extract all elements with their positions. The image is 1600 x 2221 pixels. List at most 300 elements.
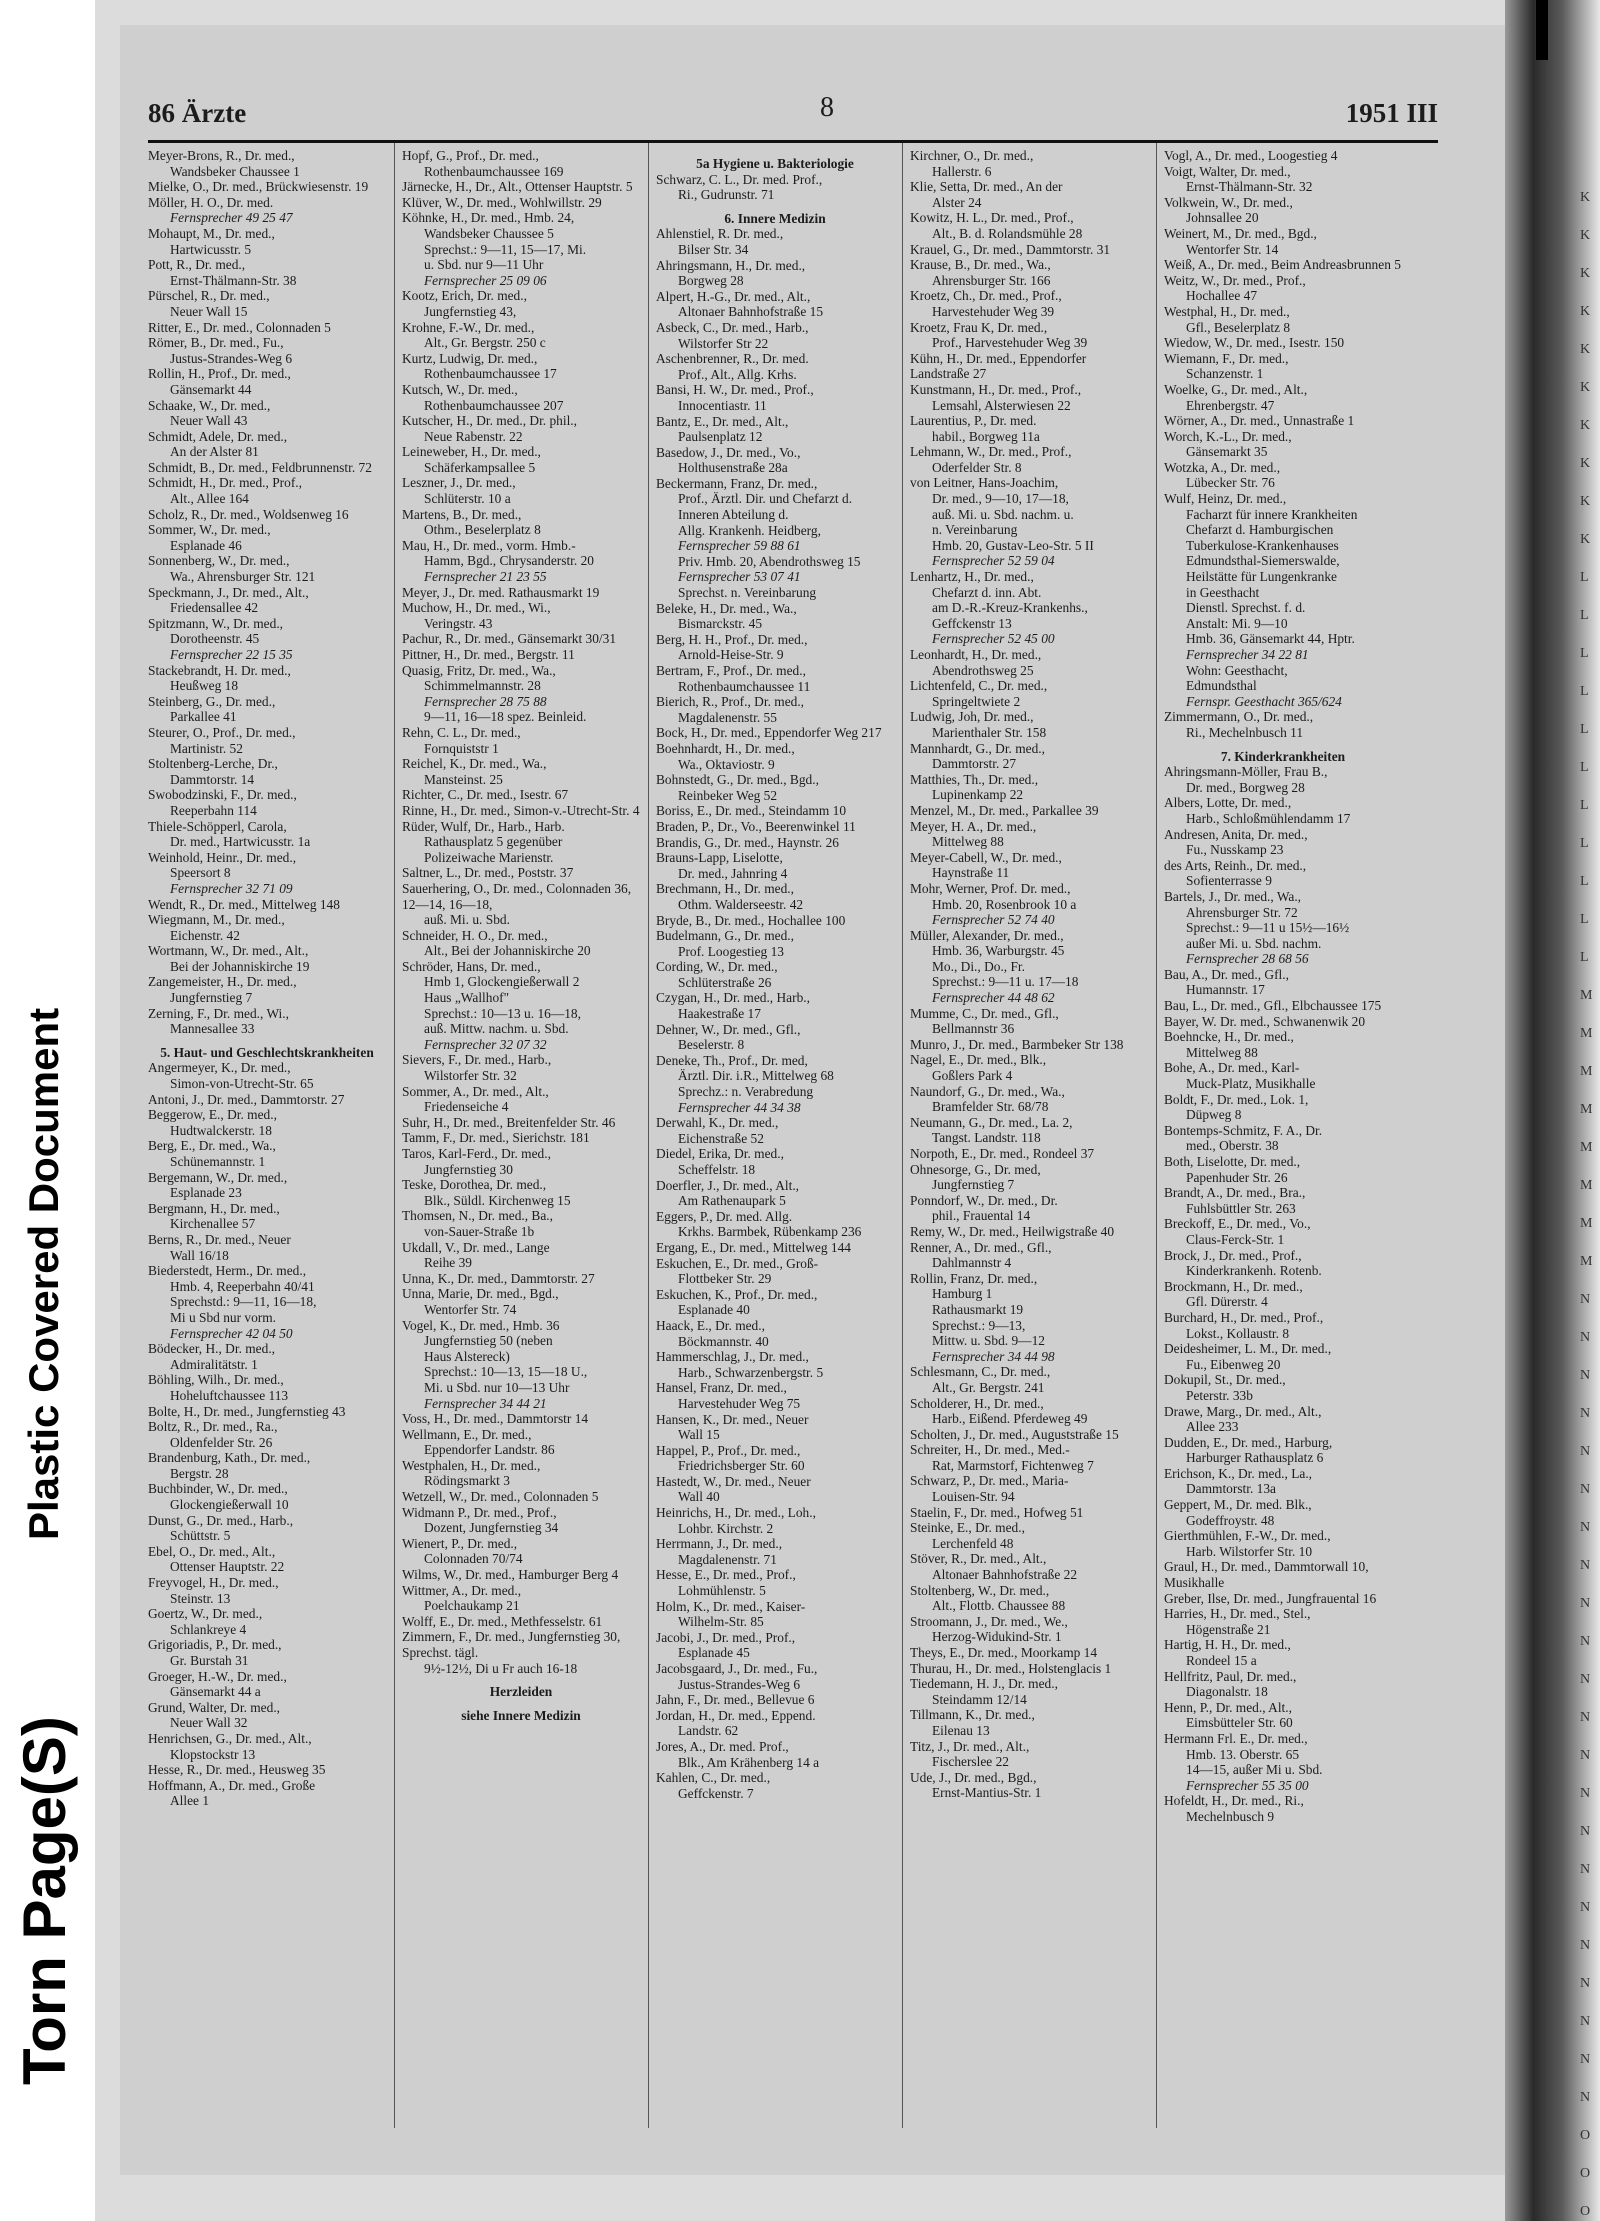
listing-line: Gfl. Dürerstr. 4 bbox=[1186, 1294, 1268, 1310]
edge-letter: L bbox=[1580, 722, 1589, 737]
listing-line: Kroetz, Frau K, Dr. med., bbox=[910, 319, 1048, 335]
listing-line: Jungfernstieg 7 bbox=[170, 990, 253, 1006]
listing-line: Dorotheenstr. 45 bbox=[170, 631, 260, 647]
listing-line: Eskuchen, E., Dr. med., Groß- bbox=[656, 1255, 819, 1271]
listing-line: Ehrenbergstr. 47 bbox=[1186, 397, 1275, 413]
listing-line: Fernsprecher 22 15 35 bbox=[170, 647, 293, 662]
listing-line: Stroomann, J., Dr. med., We., bbox=[910, 1613, 1068, 1629]
listing-line: phil., Frauental 14 bbox=[932, 1208, 1031, 1224]
listing-line: Eilenau 13 bbox=[932, 1722, 990, 1738]
listing-line: Springeltwiete 2 bbox=[932, 693, 1021, 709]
listing-line: Beleke, H., Dr. med., Wa., bbox=[656, 600, 797, 616]
listing-line: Schneider, H. O., Dr. med., bbox=[402, 927, 548, 943]
listing-line: Ärztl. Dir. i.R., Mittelweg 68 bbox=[678, 1068, 834, 1084]
listing-line: Simon-von-Utrecht-Str. 65 bbox=[170, 1076, 314, 1092]
listing-line: Magdalenenstr. 55 bbox=[678, 709, 777, 725]
listing-line: Mannesallee 33 bbox=[170, 1021, 255, 1037]
listing-line: Tamm, F., Dr. med., Sierichstr. 181 bbox=[402, 1130, 590, 1146]
listing-line: Esplanade 40 bbox=[678, 1302, 750, 1318]
listing-line: Zangemeister, H., Dr. med., bbox=[148, 974, 297, 990]
listing-line: Johnsallee 20 bbox=[1186, 210, 1259, 226]
edge-letter: L bbox=[1580, 874, 1589, 889]
listing-line: Wellmann, E., Dr. med., bbox=[402, 1426, 532, 1442]
listing-line: Fuhlsbüttler Str. 263 bbox=[1186, 1200, 1296, 1216]
edge-letter: N bbox=[1580, 1292, 1591, 1307]
listing-line: Wolff, E., Dr. med., Methfesselstr. 61 bbox=[402, 1613, 603, 1629]
listing-line: Jungfernstieg 50 (neben bbox=[424, 1333, 553, 1349]
listing-line: auß. Mi. u. Sbd. nachm. u. bbox=[932, 506, 1074, 522]
listing-line: Ritter, E., Dr. med., Colonnaden 5 bbox=[148, 319, 331, 335]
listing-line: Geffckenstr. 7 bbox=[678, 1785, 754, 1801]
listing-line: Hmb. 36, Gänsemarkt 44, Hptr. bbox=[1186, 631, 1355, 647]
listing-line: Allee 1 bbox=[170, 1793, 210, 1809]
listing-line: Steinberg, G., Dr. med., bbox=[148, 693, 276, 709]
page-header bbox=[148, 92, 1438, 138]
listing-line: Mielke, O., Dr. med., Brückwiesenstr. 19 bbox=[148, 179, 369, 195]
edge-letter: L bbox=[1580, 760, 1589, 775]
listing-line: Norpoth, E., Dr. med., Rondeel 37 bbox=[910, 1146, 1095, 1161]
listing-line: Kahlen, C., Dr. med., bbox=[656, 1770, 771, 1786]
listing-line: Fernsprecher 55 35 00 bbox=[1186, 1777, 1309, 1793]
listing-line: Bergemann, W., Dr. med., bbox=[148, 1169, 288, 1185]
edge-letter: N bbox=[1580, 1444, 1591, 1459]
listing-line: Ergang, E., Dr. med., Mittelweg 144 bbox=[656, 1239, 852, 1255]
listing-line: Pürschel, R., Dr. med., bbox=[148, 288, 270, 304]
listing-line: Swobodzinski, F., Dr. med., bbox=[148, 787, 297, 803]
listing-line: Martens, B., Dr. med., bbox=[402, 506, 522, 522]
listing-line: Bierich, R., Prof., Dr. med., bbox=[656, 694, 805, 710]
listing-line: Sommer, A., Dr. med., Alt., bbox=[402, 1083, 549, 1099]
listing-line: Justus-Strandes-Weg 6 bbox=[170, 350, 293, 366]
listing-line: Naundorf, G., Dr. med., Wa., bbox=[910, 1083, 1065, 1099]
listing-line: Eichenstr. 42 bbox=[170, 927, 240, 943]
listing-line: Titz, J., Dr. med., Alt., bbox=[910, 1738, 1030, 1754]
listing-line: Allee 233 bbox=[1186, 1419, 1239, 1435]
listing-line: Rathausplatz 5 gegenüber bbox=[424, 834, 563, 850]
listing-line: Marienthaler Str. 158 bbox=[932, 724, 1047, 740]
listing-line: Groeger, H.-W., Dr. med., bbox=[148, 1668, 287, 1684]
listing-line: Menzel, M., Dr. med., Parkallee 39 bbox=[910, 802, 1099, 818]
listing-line: Alt., Allee 164 bbox=[170, 491, 249, 507]
listing-line: Harb. Wilstorfer Str. 10 bbox=[1186, 1543, 1313, 1559]
listing-line: Steindamm 12/14 bbox=[932, 1691, 1027, 1707]
listing-line: Dozent, Jungfernstieg 34 bbox=[424, 1520, 559, 1536]
listing-line: Fernsprecher 32 07 32 bbox=[424, 1036, 547, 1052]
section-heading: Herzleiden bbox=[489, 1684, 553, 1700]
listing-line: Geffckenstr 13 bbox=[932, 615, 1012, 631]
listing-line: Albers, Lotte, Dr. med., bbox=[1164, 795, 1292, 811]
listing-line: Scholten, J., Dr. med., Auguststraße 15 bbox=[910, 1426, 1119, 1442]
listing-line: Ernst-Mantius-Str. 1 bbox=[932, 1785, 1042, 1801]
listing-line: Järnecke, H., Dr., Alt., Ottenser Hauptstr. 5 bbox=[402, 179, 633, 195]
edge-letter: N bbox=[1580, 2090, 1591, 2105]
listing-line: Holm, K., Dr. med., Kaiser- bbox=[656, 1598, 806, 1614]
listing-line: Voigt, Walter, Dr. med., bbox=[1164, 163, 1291, 179]
listing-line: Brechmann, H., Dr. med., bbox=[656, 881, 794, 897]
listing-line: Fornquiststr 1 bbox=[424, 740, 499, 756]
listing-line: Eskuchen, K., Prof., Dr. med., bbox=[656, 1286, 818, 1302]
listing-line: Bertram, F., Prof., Dr. med., bbox=[656, 663, 806, 678]
listing-line: Hansel, Franz, Dr. med., bbox=[656, 1380, 787, 1396]
listing-line: Asbeck, C., Dr. med., Harb., bbox=[656, 319, 809, 335]
listing-line: Anstalt: Mi. 9—10 bbox=[1186, 615, 1288, 631]
listing-line: Brockmann, H., Dr. med., bbox=[1164, 1278, 1303, 1294]
listing-line: Bilser Str. 34 bbox=[678, 241, 749, 257]
listing-line: Schanzenstr. 1 bbox=[1186, 366, 1264, 382]
listing-line: Klopstockstr 13 bbox=[170, 1746, 256, 1762]
listing-line: Buchbinder, W., Dr. med., bbox=[148, 1481, 288, 1497]
listing-line: Admiralitätstr. 1 bbox=[170, 1356, 258, 1372]
listing-line: Justus-Strandes-Weg 6 bbox=[678, 1676, 801, 1692]
listing-line: Rondeel 15 a bbox=[1186, 1653, 1257, 1668]
listing-line: Fernsprecher 42 04 50 bbox=[170, 1325, 293, 1341]
torn-pages-note: Torn Page(S) bbox=[11, 1716, 78, 2085]
listing-line: Berns, R., Dr. med., Neuer bbox=[148, 1231, 291, 1247]
listing-line: Lemsahl, Alsterwiesen 22 bbox=[932, 397, 1071, 413]
listing-line: Tillmann, K., Dr. med., bbox=[910, 1707, 1035, 1723]
listing-line: Hoffmann, A., Dr. med., Große bbox=[148, 1777, 316, 1793]
listing-line: Doerfler, J., Dr. med., Alt., bbox=[656, 1177, 800, 1193]
listing-line: Stöver, R., Dr. med., Alt., bbox=[910, 1551, 1047, 1567]
edge-letter: N bbox=[1580, 1672, 1591, 1687]
listing-line: Mittelweg 88 bbox=[932, 834, 1004, 850]
listing-line: Dokupil, St., Dr. med., bbox=[1164, 1372, 1286, 1388]
listing-line: Nagel, E., Dr. med., Blk., bbox=[910, 1052, 1047, 1068]
listing-line: Czygan, H., Dr. med., Harb., bbox=[656, 990, 810, 1006]
edge-letter: N bbox=[1580, 1330, 1591, 1345]
listing-line: Heilstätte für Lungenkranke bbox=[1186, 569, 1337, 585]
listing-line: Schlankreye 4 bbox=[170, 1621, 247, 1637]
listing-line: Schmidt, H., Dr. med., Prof., bbox=[148, 475, 302, 491]
edge-letter: N bbox=[1580, 1406, 1591, 1421]
listing-line: Woelke, G., Dr. med., Alt., bbox=[1164, 381, 1308, 397]
listing-line: Wandsbeker Chaussee 1 bbox=[170, 163, 300, 179]
listing-line: Alt., B. d. Rolandsmühle 28 bbox=[932, 225, 1083, 241]
listing-line: Dr. med., 9—10, 17—18, bbox=[932, 491, 1069, 507]
listing-line: Schreiter, H., Dr. med., Med.- bbox=[910, 1442, 1070, 1458]
listing-line: Mittw. u. Sbd. 9—12 bbox=[932, 1333, 1045, 1349]
listing-line: Wiemann, F., Dr. med., bbox=[1164, 350, 1289, 366]
listing-line: Harries, H., Dr. med., Stel., bbox=[1164, 1606, 1311, 1622]
listing-line: Jores, A., Dr. med. Prof., bbox=[656, 1738, 789, 1754]
listing-line: Gänsemarkt 44 a bbox=[170, 1684, 261, 1700]
listing-line: Laurentius, P., Dr. med. bbox=[910, 413, 1037, 429]
edge-letter: K bbox=[1580, 266, 1591, 281]
listing-line: Alt., Flottb. Chaussee 88 bbox=[932, 1598, 1066, 1614]
listing-line: Oldenfelder Str. 26 bbox=[170, 1434, 273, 1450]
listing-line: Wilms, W., Dr. med., Hamburger Berg 4 bbox=[402, 1567, 619, 1583]
listing-line: Sprechst.: 10—13, 15—18 U., bbox=[424, 1364, 588, 1380]
listing-line: Hammerschlag, J., Dr. med., bbox=[656, 1349, 809, 1365]
listing-line: u. Sbd. nur 9—11 Uhr bbox=[424, 257, 544, 273]
listing-line: Othm., Beselerplatz 8 bbox=[424, 522, 541, 538]
listing-line: Cording, W., Dr. med., bbox=[656, 959, 778, 975]
listing-line: Fernsprecher 28 75 88 bbox=[424, 693, 547, 709]
listing-line: Jacobsgaard, J., Dr. med., Fu., bbox=[656, 1661, 818, 1676]
listing-line: Dudden, E., Dr. med., Harburg, bbox=[1164, 1434, 1333, 1450]
listing-line: Spitzmann, W., Dr. med., bbox=[148, 615, 284, 631]
listing-line: Reichel, K., Dr. med., Wa., bbox=[402, 756, 547, 772]
listing-line: Hermann Frl. E., Dr. med., bbox=[1164, 1730, 1308, 1746]
listing-line: Prof., Alt., Allg. Krhs. bbox=[678, 366, 797, 382]
listing-line: Am Rathenaupark 5 bbox=[678, 1193, 786, 1209]
listing-line: Braden, P., Dr., Vo., Beerenwinkel 11 bbox=[656, 818, 856, 834]
listing-line: Altonaer Bahnhofstraße 22 bbox=[932, 1567, 1078, 1583]
listing-line: Louisen-Str. 94 bbox=[932, 1489, 1015, 1505]
listing-line: Wall 40 bbox=[678, 1489, 720, 1505]
listing-line: 9½-12½, Di u Fr auch 16-18 bbox=[424, 1660, 578, 1676]
listing-line: Ri., Mechelnbusch 11 bbox=[1186, 724, 1304, 740]
listing-line: des Arts, Reinh., Dr. med., bbox=[1164, 857, 1307, 873]
listing-line: Poelchaukamp 21 bbox=[424, 1598, 520, 1614]
listing-line: Wortmann, W., Dr. med., Alt., bbox=[148, 943, 309, 959]
listing-line: Fernsprecher 53 07 41 bbox=[678, 569, 801, 585]
listing-line: Fernspr. Geesthacht 365/624 bbox=[1186, 693, 1342, 709]
column-divider bbox=[648, 143, 649, 2128]
listing-line: Brandenburg, Kath., Dr. med., bbox=[148, 1450, 311, 1466]
listing-line: Mechelnbusch 9 bbox=[1186, 1808, 1275, 1824]
listing-line: Facharzt für innere Krankheiten bbox=[1186, 506, 1358, 522]
listing-line: Angermeyer, K., Dr. med., bbox=[148, 1060, 291, 1076]
listing-line: auß. Mittw. nachm. u. Sbd. bbox=[424, 1021, 569, 1037]
listing-line: Hesse, E., Dr. med., Prof., bbox=[656, 1567, 796, 1583]
listing-line: Grund, Walter, Dr. med., bbox=[148, 1699, 281, 1715]
listing-line: Friedrichsberger Str. 60 bbox=[678, 1458, 805, 1474]
section-heading: 5. Haut- und Geschlechtskrankheiten bbox=[160, 1044, 374, 1060]
listing-line: Wilstorfer Str 22 bbox=[678, 335, 769, 351]
listing-line: Hmb. 13. Oberstr. 65 bbox=[1186, 1746, 1300, 1762]
listing-line: Fernsprecher 34 22 81 bbox=[1186, 647, 1309, 662]
listing-line: Harb., Schloßmühlendamm 17 bbox=[1186, 810, 1351, 826]
listing-line: Neuer Wall 15 bbox=[170, 303, 248, 319]
listing-line: Rathausmarkt 19 bbox=[932, 1301, 1024, 1317]
listing-line: Beckermann, Franz, Dr. med., bbox=[656, 475, 818, 491]
edge-letter: N bbox=[1580, 1596, 1591, 1611]
listing-line: Bohnstedt, G., Dr. med., Bgd., bbox=[656, 772, 819, 788]
listing-line: Boehnhardt, H., Dr. med., bbox=[656, 740, 795, 756]
listing-line: Schlesmann, C., Dr. med., bbox=[910, 1364, 1051, 1380]
listing-line: Kutscher, H., Dr. med., Dr. phil., bbox=[402, 413, 578, 429]
listing-line: Blk., Süldl. Kirchenweg 15 bbox=[424, 1192, 571, 1208]
listing-line: Sonnenberg, W., Dr. med., bbox=[148, 553, 290, 569]
listing-line: Krkhs. Barmbek, Rübenkamp 236 bbox=[678, 1224, 862, 1240]
listing-line: Saltner, L., Dr. med., Poststr. 37 bbox=[402, 865, 574, 881]
edge-letter: L bbox=[1580, 950, 1589, 965]
listing-line: Worch, K.-L., Dr. med., bbox=[1164, 428, 1292, 444]
listing-line: Zerning, F., Dr. med., Wi., bbox=[148, 1005, 289, 1021]
listing-line: Dammtorstr. 13a bbox=[1186, 1481, 1277, 1497]
listing-line: Ukdall, V., Dr. med., Lange bbox=[402, 1239, 550, 1255]
listing-line: Eppendorfer Landstr. 86 bbox=[424, 1442, 555, 1458]
listing-line: Rödingsmarkt 3 bbox=[424, 1473, 510, 1489]
listing-line: Geppert, M., Dr. med. Blk., bbox=[1164, 1497, 1312, 1513]
listing-line: Claus-Ferck-Str. 1 bbox=[1186, 1231, 1285, 1247]
listing-line: Sprechst.: 9—13, bbox=[932, 1317, 1026, 1333]
listing-line: Fernsprecher 34 44 21 bbox=[424, 1395, 547, 1411]
listing-line: Ponndorf, W., Dr. med., Dr. bbox=[910, 1192, 1058, 1208]
listing-line: Ude, J., Dr. med., Bgd., bbox=[910, 1769, 1037, 1785]
listing-line: Quasig, Fritz, Dr. med., Wa., bbox=[402, 662, 556, 678]
listing-line: Schimmelmannstr. 28 bbox=[424, 678, 541, 694]
listing-line: Jungfernstieg 43, bbox=[424, 303, 517, 319]
listing-line: Pittner, H., Dr. med., Bergstr. 11 bbox=[402, 647, 575, 662]
listing-line: Eggers, P., Dr. med. Allg. bbox=[656, 1208, 793, 1224]
listing-line: Borgweg 28 bbox=[678, 273, 744, 289]
listing-line: Reinbeker Weg 52 bbox=[678, 787, 778, 803]
listing-line: Steinke, E., Dr. med., bbox=[910, 1520, 1025, 1536]
listing-line: Scholderer, H., Dr. med., bbox=[910, 1395, 1044, 1411]
listing-line: Krauel, G., Dr. med., Dammtorstr. 31 bbox=[910, 241, 1111, 257]
listing-line: Herzog-Widukind-Str. 1 bbox=[932, 1629, 1062, 1645]
listing-line: Glockengießerwall 10 bbox=[170, 1497, 289, 1513]
listing-line: Happel, P., Prof., Dr. med., bbox=[656, 1442, 801, 1458]
listing-line: außer Mi. u. Sbd. nachm. bbox=[1186, 935, 1322, 951]
listing-line: Fernsprecher 34 44 98 bbox=[932, 1348, 1055, 1364]
listing-line: Ernst-Thälmann-Str. 38 bbox=[170, 272, 297, 288]
edge-letter: O bbox=[1580, 2204, 1591, 2219]
listing-line: Fernsprecher 52 74 40 bbox=[932, 912, 1055, 928]
listing-line: Hamburg 1 bbox=[932, 1286, 993, 1302]
listing-line: Antoni, J., Dr. med., Dammtorstr. 27 bbox=[148, 1091, 345, 1107]
listing-line: Sprechst.: 9—11 u. 17—18 bbox=[932, 974, 1079, 990]
listing-line: Basedow, J., Dr. med., Vo., bbox=[656, 444, 801, 460]
listing-line: Fernsprecher 44 48 62 bbox=[932, 990, 1055, 1006]
listing-line: Reeperbahn 114 bbox=[170, 802, 257, 818]
edge-letter: L bbox=[1580, 798, 1589, 813]
listing-line: Böckmannstr. 40 bbox=[678, 1333, 769, 1349]
listing-line: Schwarz, P., Dr. med., Maria- bbox=[910, 1473, 1069, 1489]
listing-line: Boriss, E., Dr. med., Steindamm 10 bbox=[656, 803, 847, 819]
listing-line: Krohne, F.-W., Dr. med., bbox=[402, 319, 535, 335]
listing-line: Lichtenfeld, C., Dr. med., bbox=[910, 678, 1048, 694]
edge-letter: M bbox=[1580, 988, 1593, 1003]
listing-line: Fernsprecher 59 88 61 bbox=[678, 538, 801, 554]
listing-line: An der Alster 81 bbox=[170, 444, 259, 460]
listing-line: Beggerow, E., Dr. med., bbox=[148, 1107, 277, 1123]
listing-line: Hellfritz, Paul, Dr. med., bbox=[1164, 1668, 1297, 1684]
listing-line: Rehn, C. L., Dr. med., bbox=[402, 724, 521, 740]
listing-line: Heußweg 18 bbox=[170, 678, 239, 694]
listing-line: Hamm, Bgd., Chrysanderstr. 20 bbox=[424, 553, 594, 569]
edge-letter: L bbox=[1580, 608, 1589, 623]
edge-letter: N bbox=[1580, 1748, 1591, 1763]
listing-line: von-Sauer-Straße 1b bbox=[424, 1223, 535, 1239]
listing-line: Lenhartz, H., Dr. med., bbox=[910, 569, 1034, 585]
listing-line: Jacobi, J., Dr. med., Prof., bbox=[656, 1629, 796, 1645]
listing-line: Haynstraße 11 bbox=[932, 865, 1010, 881]
listing-line: Allg. Krankenh. Heidberg, bbox=[678, 522, 821, 538]
edge-letter: K bbox=[1580, 418, 1591, 433]
listing-line: habil., Borgweg 11a bbox=[932, 428, 1040, 444]
listing-line: Wilhelm-Str. 85 bbox=[678, 1614, 764, 1630]
listing-line: Theys, E., Dr. med., Moorkamp 14 bbox=[910, 1645, 1098, 1660]
section-heading: 7. Kinderkrankheiten bbox=[1220, 748, 1346, 764]
edge-letter: K bbox=[1580, 190, 1591, 205]
listing-line: Alster 24 bbox=[932, 194, 982, 210]
listing-line: Deneke, Th., Prof., Dr. med, bbox=[656, 1052, 808, 1068]
listing-line: Mohr, Werner, Prof. Dr. med., bbox=[910, 880, 1071, 896]
listing-line: Prof., Harvestehuder Weg 39 bbox=[932, 335, 1088, 351]
listing-line: Eichenstraße 52 bbox=[678, 1130, 764, 1146]
listing-line: Leszner, J., Dr. med., bbox=[402, 475, 516, 491]
listing-line: Mannhardt, G., Dr. med., bbox=[910, 740, 1045, 756]
listing-line: Thiele-Schöpperl, Carola, bbox=[148, 818, 287, 834]
listing-line: Harvestehuder Weg 75 bbox=[678, 1395, 801, 1411]
listing-line: Wienert, P., Dr. med., bbox=[402, 1535, 518, 1551]
listing-line: Muck-Platz, Musikhalle bbox=[1186, 1076, 1316, 1092]
listing-line: Hmb. 20, Gustav-Leo-Str. 5 II bbox=[932, 537, 1094, 553]
listing-line: Fu., Eibenweg 20 bbox=[1186, 1356, 1281, 1372]
listing-line: Römer, B., Dr. med., Fu., bbox=[148, 335, 284, 351]
listing-line: Sommer, W., Dr. med., bbox=[148, 522, 271, 538]
listing-line: Boltz, R., Dr. med., Ra., bbox=[148, 1419, 278, 1435]
listing-line: Tuberkulose-Krankenhauses bbox=[1186, 537, 1339, 553]
listing-line: Schwarz, C. L., Dr. med. Prof., bbox=[656, 171, 823, 187]
listing-line: Hmb. 36, Warburgstr. 45 bbox=[932, 943, 1065, 959]
listing-line: Hesse, R., Dr. med., Heusweg 35 bbox=[148, 1762, 326, 1778]
listing-line: Bayer, W. Dr. med., Schwanenwik 20 bbox=[1164, 1013, 1366, 1029]
listing-line: Ernst-Thälmann-Str. 32 bbox=[1186, 179, 1313, 195]
listing-line: Grigoriadis, P., Dr. med., bbox=[148, 1637, 282, 1653]
listing-line: Both, Liselotte, Dr. med., bbox=[1164, 1154, 1301, 1169]
listing-line: Pachur, R., Dr. med., Gänsemarkt 30/31 bbox=[402, 631, 617, 647]
edge-letter: O bbox=[1580, 2166, 1591, 2181]
listing-line: Beselerstr. 8 bbox=[678, 1037, 745, 1053]
edge-letter: K bbox=[1580, 304, 1591, 319]
listing-line: Speersort 8 bbox=[170, 865, 231, 881]
listing-line: Schünemannstr. 1 bbox=[170, 1154, 266, 1169]
listing-line: Brock, J., Dr. med., Prof., bbox=[1164, 1247, 1302, 1263]
listing-line: Fernsprecher 32 71 09 bbox=[170, 880, 293, 896]
edge-letter: L bbox=[1580, 646, 1589, 661]
listing-line: Mumme, C., Dr. med., Gfl., bbox=[910, 1005, 1059, 1021]
listing-line: Harb., Schwarzenbergstr. 5 bbox=[678, 1364, 824, 1380]
listing-line: Gierthmühlen, F.-W., Dr. med., bbox=[1164, 1528, 1331, 1544]
listing-line: Wohn: Geesthacht, bbox=[1186, 662, 1288, 678]
listing-line: Högenstraße 21 bbox=[1186, 1621, 1271, 1637]
listing-line: Zimmermann, O., Dr. med., bbox=[1164, 709, 1314, 725]
listing-line: Unna, K., Dr. med., Dammtorstr. 27 bbox=[402, 1270, 595, 1286]
listing-line: Wotzka, A., Dr. med., bbox=[1164, 459, 1281, 475]
edge-letter: N bbox=[1580, 1558, 1591, 1573]
listing-line: Boldt, F., Dr. med., Lok. 1, bbox=[1164, 1091, 1309, 1107]
listing-line: Klie, Setta, Dr. med., An der bbox=[910, 179, 1063, 195]
edge-letter: L bbox=[1580, 684, 1589, 699]
page-year: 1951 III bbox=[1345, 98, 1438, 128]
section-heading: 5a Hygiene u. Bakteriologie bbox=[696, 156, 854, 171]
listing-line: Ludwig, Joh, Dr. med., bbox=[910, 709, 1034, 725]
listing-line: Greber, Ilse, Dr. med., Jungfrauental 16 bbox=[1164, 1590, 1377, 1606]
listing-line: Stoltenberg, W., Dr. med., bbox=[910, 1582, 1050, 1598]
listing-line: Staelin, F., Dr. med., Hofweg 51 bbox=[910, 1504, 1084, 1520]
listing-line: Fernsprecher 21 23 55 bbox=[424, 569, 547, 585]
binding-tab bbox=[1536, 0, 1548, 60]
listing-line: Sofienterrasse 9 bbox=[1186, 873, 1272, 889]
listing-line: Jahn, F., Dr. med., Bellevue 6 bbox=[656, 1692, 815, 1708]
listing-line: Diagonalstr. 18 bbox=[1186, 1684, 1268, 1700]
listing-line: Remy, W., Dr. med., Heilwigstraße 40 bbox=[910, 1223, 1115, 1239]
edge-letter: M bbox=[1580, 1140, 1593, 1155]
listing-line: Paulsenplatz 12 bbox=[678, 429, 763, 445]
listing-line: Bartels, J., Dr. med., Wa., bbox=[1164, 888, 1302, 904]
listing-line: Wetzell, W., Dr. med., Colonnaden 5 bbox=[402, 1489, 599, 1505]
listing-line: Taros, Karl-Ferd., Dr. med., bbox=[402, 1146, 551, 1161]
listing-line: Brandt, A., Dr. med., Bra., bbox=[1164, 1185, 1306, 1201]
listing-line: Neuer Wall 32 bbox=[170, 1715, 248, 1731]
listing-line: Mi. u Sbd. nur 10—13 Uhr bbox=[424, 1379, 570, 1395]
listing-line: Bansi, H. W., Dr. med., Prof., bbox=[656, 382, 814, 398]
listing-line: Harb., Eißend. Pferdeweg 49 bbox=[932, 1411, 1088, 1427]
